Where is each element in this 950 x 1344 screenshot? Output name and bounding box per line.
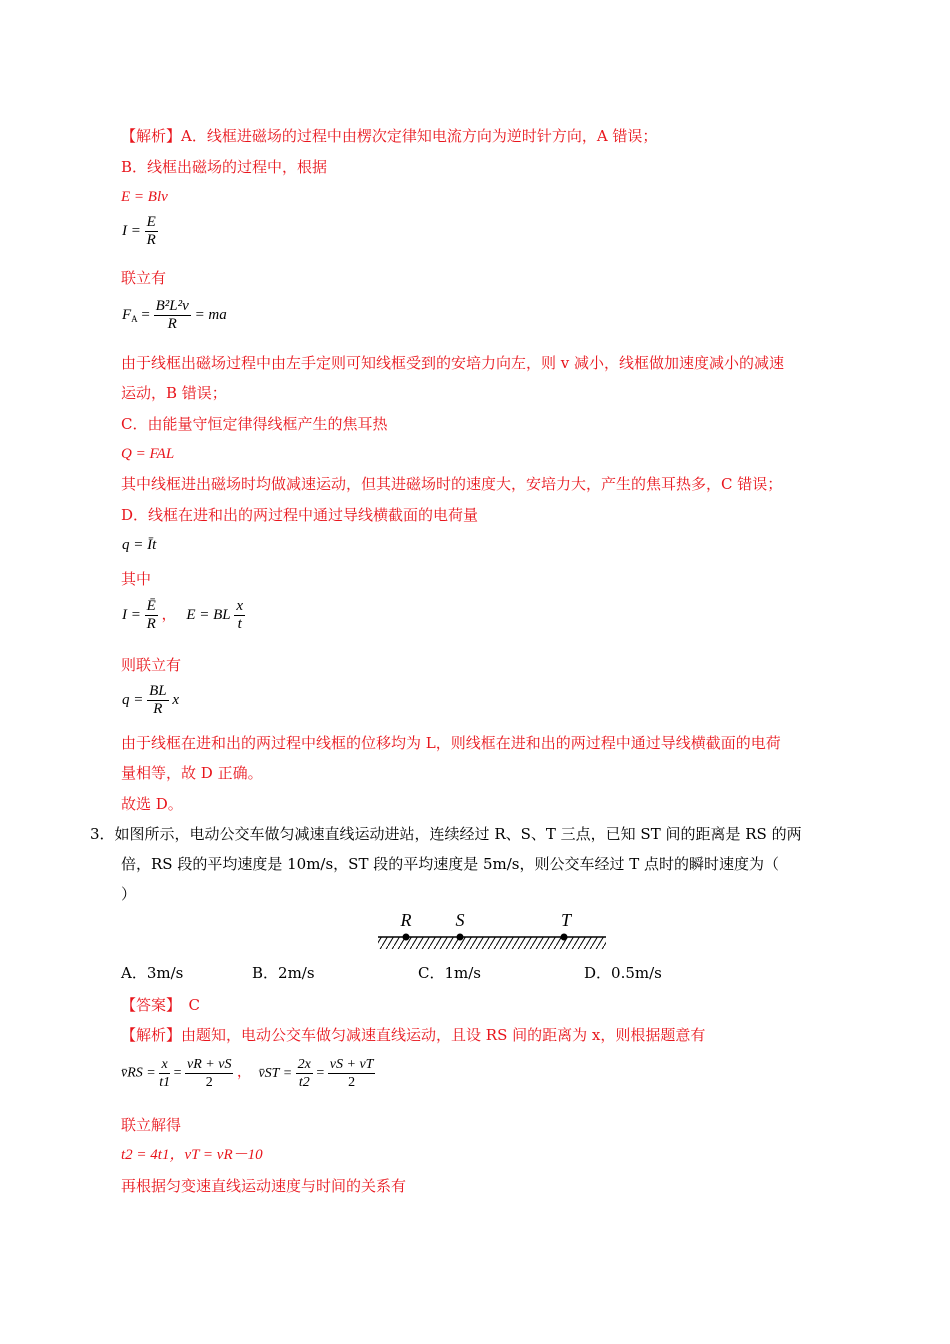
analysis-line-i2: 量相等，故 D 正确。 xyxy=(121,764,263,782)
question-3-text-b: 倍，RS 段的平均速度是 10m/s，ST 段的平均速度是 5m/s，则公交车经过 T 点时的瞬时速度为（ xyxy=(121,855,780,873)
label-t: T xyxy=(560,910,572,930)
analysis-line-combine: 联立有 xyxy=(121,269,167,287)
analysis-line-d: C．由能量守恒定律得线框产生的焦耳热 xyxy=(121,415,388,433)
analysis-line-e: 其中线框进出磁场时均做减速运动，但其进磁场时的速度大，安培力大，产生的焦耳热多，C 错误； xyxy=(121,475,783,493)
q3-analysis-next: 再根据匀变速直线运动速度与时间的关系有 xyxy=(121,1177,407,1195)
option-a[interactable]: A．3m/s xyxy=(121,964,184,982)
label-r: R xyxy=(400,910,412,930)
point-t xyxy=(561,934,568,941)
question-3-text-c: ） xyxy=(121,885,137,903)
option-d[interactable]: D．0.5m/s xyxy=(584,964,662,982)
q3-analysis-solve: 联立解得 xyxy=(121,1116,182,1134)
equation-average-velocities: v̄RS = $\frac{x}{t1}$ = $\frac{vR + vS}{2}$ ， v̄ST = $\frac{2x}{t2}$ = $\frac{vS + vT}{2}$ xyxy=(121,1057,374,1090)
analysis-line-f: D．线框在进和出的两过程中通过导线横截面的电荷量 xyxy=(121,506,479,524)
answer-line: 【答案】 C xyxy=(121,996,200,1014)
equation-q-blx: q = $\frac{BL}{R}$ x xyxy=(122,683,180,717)
analysis-line-a: 【解析】A．线框进磁场的过程中由楞次定律知电流方向为逆时针方向，A 错误； xyxy=(121,127,658,145)
question-3-text-a: 3．如图所示，电动公交车做匀减速直线运动进站，连续经过 R、S、T 三点，已知 ST 间的距离是 RS 的两 xyxy=(90,825,802,843)
analysis-line-b: B．线框出磁场的过程中，根据 xyxy=(121,158,328,176)
road-diagram xyxy=(376,906,608,954)
analysis-conclusion: 故选 D。 xyxy=(121,795,183,813)
analysis-line-h: 则联立有 xyxy=(121,656,182,674)
equation-q-fal: Q = FAL xyxy=(121,446,175,462)
equation-force: $F_A$ = $\frac{\text{B²L²v}}{R}$ = ma xyxy=(122,298,227,332)
label-s: S xyxy=(455,910,465,930)
equation-e-blv: E = Blv xyxy=(121,189,168,205)
equation-q-it: q = Īt xyxy=(122,537,157,553)
equation-i-and-e: I = $\frac{Ē}{R}$ ， E = BL $\frac{x}{t}$ xyxy=(122,598,244,632)
q3-analysis-result: t2 = 4t1，vT = vR－10 xyxy=(121,1147,263,1163)
equation-i-er: I = $\frac{E}{R}$ xyxy=(122,214,156,248)
option-b[interactable]: B．2m/s xyxy=(252,964,315,982)
q3-analysis-line-a: 【解析】由题知，电动公交车做匀减速直线运动，且设 RS 间的距离为 x，则根据题意有 xyxy=(121,1026,706,1044)
point-r xyxy=(403,934,410,941)
analysis-line-i1: 由于线框在进和出的两过程中线框的位移均为 L，则线框在进和出的两过程中通过导线横截面的电荷 xyxy=(121,734,781,752)
analysis-line-g: 其中 xyxy=(121,570,152,588)
point-s xyxy=(457,934,464,941)
option-c[interactable]: C．1m/s xyxy=(418,964,481,982)
analysis-line-c1: 由于线框出磁场过程中由左手定则可知线框受到的安培力向左，则 v 减小，线框做加速度减小的减速 xyxy=(121,354,785,372)
analysis-line-c2: 运动，B 错误； xyxy=(121,384,227,402)
